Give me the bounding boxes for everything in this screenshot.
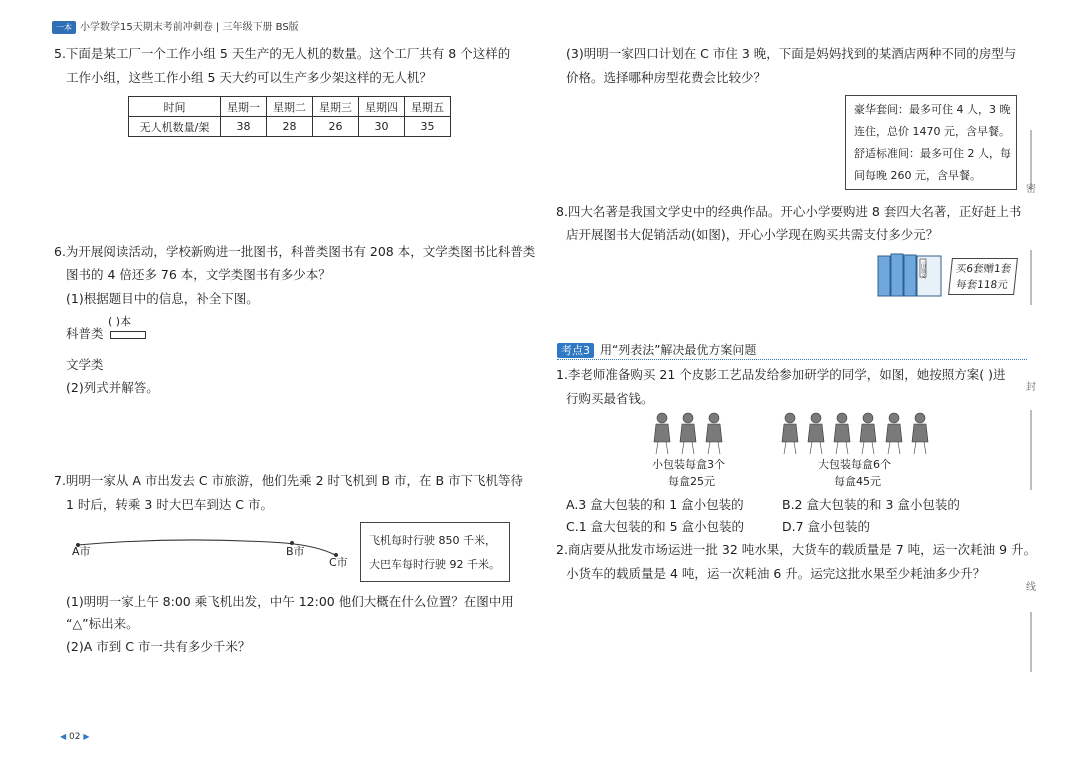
hotel-price-box	[845, 95, 1017, 190]
next-arrow-icon: ▶	[83, 732, 90, 741]
hotel-line: 豪华套间：最多可住 4 人，3 晚	[854, 103, 1011, 116]
hotel-line: 连住，总价 1470 元，含早餐。	[854, 125, 1010, 138]
table-header: 星期一	[221, 97, 267, 117]
book-title: 小学数学15天期末考前冲刺卷 | 三年级下册 BS版	[80, 22, 299, 33]
book-icon	[904, 255, 916, 296]
table-cell: 30	[359, 117, 405, 137]
shadow-puppet-icon	[654, 413, 670, 454]
table-header: 时间	[129, 97, 221, 117]
brand-badge: 一本	[52, 21, 76, 34]
margin-char: 封	[1026, 382, 1036, 393]
p2-line2: 小货车的载质量是 4 吨，运一次耗油 6 升。运完这批水果至少耗油多少升？	[566, 566, 986, 581]
shadow-puppet-icon	[808, 413, 824, 454]
label-wenxue: 文学类	[66, 357, 104, 372]
shadow-puppet-icon	[834, 413, 850, 454]
q6-sub2: (2)列式并解答。	[66, 380, 159, 395]
table-header: 星期五	[405, 97, 451, 117]
option-d: D.7 盒小包装的	[782, 519, 871, 534]
large-pack-figures	[778, 410, 938, 456]
q7-line1: 7.明明一家从 A 市出发去 C 市旅游，他们先乘 2 时飞机到 B 市，在 B 市下飞机等待	[54, 473, 524, 488]
promo-line1: 买6套赠1套	[955, 263, 1012, 275]
p1-line1: 1.李老师准备购买 21 个皮影工艺品发给参加研学的同学，如图，她按照方案( )进	[556, 367, 1006, 382]
table-header-row	[129, 97, 451, 117]
p2-line1: 2.商店要从批发市场运进一批 32 吨水果，大货车的载质量是 7 吨，运一次耗油 9 升。	[556, 542, 1037, 557]
city-c-label: C市	[329, 556, 348, 569]
shadow-puppet-icon	[680, 413, 696, 454]
margin-bar	[1030, 250, 1032, 305]
q7-line2: 1 时后，转乘 3 时大巴车到达 C 市。	[66, 497, 274, 512]
option-c: C.1 盒大包装的和 5 盒小包装的	[566, 519, 745, 534]
table-header: 星期四	[359, 97, 405, 117]
small-pack-label2: 每盒25元	[668, 475, 715, 488]
shadow-puppet-icon	[912, 413, 928, 454]
q6-sub1: (1)根据题目中的信息，补全下图。	[66, 291, 259, 306]
q6-line2: 图书的 4 倍还多 76 本，文学类图书有多少本？	[66, 267, 331, 282]
q5-line2: 工作小组，这些工作小组 5 天大约可以生产多少架这样的无人机？	[66, 70, 432, 85]
table-row-label: 无人机数量/架	[129, 117, 221, 137]
table-cell: 35	[405, 117, 451, 137]
margin-char: 线	[1026, 582, 1036, 593]
books-illustration	[876, 250, 946, 300]
q6-line1: 6.为开展阅读活动，学校新购进一批图书，科普类图书有 208 本，文学类图书比科普类	[54, 244, 536, 259]
speed-info-box	[360, 522, 510, 582]
option-a: A.3 盒大包装的和 1 盒小包装的	[566, 497, 744, 512]
city-a-label: A市	[72, 545, 91, 558]
q7-sub2: (2)A 市到 C 市一共有多少千米？	[66, 639, 251, 654]
bracket-label: ( )本	[108, 315, 132, 328]
q7-sub1a: (1)明明一家上午 8:00 乘飞机出发，中午 12:00 他们大概在什么位置？在图中用	[66, 594, 514, 609]
q8-line2: 店开展图书大促销活动(如图)，开心小学现在购买共需支付多少元？	[566, 227, 939, 242]
table-cell: 26	[313, 117, 359, 137]
shadow-puppet-icon	[782, 413, 798, 454]
q8-line1: 8.四大名著是我国文学史中的经典作品。开心小学要购进 8 套四大名著，正好赶上书	[556, 204, 1022, 219]
table-row	[129, 117, 451, 137]
book-icon	[878, 256, 890, 296]
q7-sub1b: “△”标出来。	[66, 616, 139, 631]
q3-line1: (3)明明一家四口计划在 C 市住 3 晚，下面是妈妈找到的某酒店两种不同的房型与	[566, 46, 1017, 61]
margin-bar	[1030, 612, 1032, 672]
book-icon	[891, 254, 903, 296]
section-divider	[557, 359, 1027, 360]
shadow-puppet-icon	[706, 413, 722, 454]
label-kepu: 科普类	[66, 326, 104, 341]
hotel-line: 间每晚 260 元，含早餐。	[854, 169, 981, 182]
speed-info-bus: 大巴车每时行驶 92 千米。	[369, 558, 500, 571]
large-pack-label1: 大包装每盒6个	[818, 458, 891, 471]
drone-table	[128, 96, 451, 137]
margin-char: 密	[1026, 184, 1036, 195]
section-title: 用“列表法”解决最优方案问题	[600, 343, 757, 357]
hotel-line: 舒适标准间：最多可住 2 人，每	[854, 147, 1011, 160]
kepu-bar	[110, 331, 146, 339]
book-spine-text: 三国演义	[921, 259, 927, 280]
q5-line1: 5.下面是某工厂一个工作小组 5 天生产的无人机的数量。这个工厂共有 8 个这样的	[54, 46, 511, 61]
route-diagram	[60, 528, 360, 578]
p1-line2: 行购买最省钱。	[566, 391, 654, 406]
promo-line2: 每套118元	[955, 279, 1009, 291]
margin-bar	[1030, 410, 1032, 490]
small-pack-figures	[650, 410, 730, 456]
city-b-label: B市	[286, 545, 305, 558]
small-pack-label1: 小包装每盒3个	[652, 458, 725, 471]
shadow-puppet-icon	[860, 413, 876, 454]
page-number: 02	[69, 732, 81, 742]
section-tag: 考点3	[557, 343, 594, 358]
large-pack-label2: 每盒45元	[834, 475, 881, 488]
option-b: B.2 盒大包装的和 3 盒小包装的	[782, 497, 960, 512]
table-header: 星期二	[267, 97, 313, 117]
table-header: 星期三	[313, 97, 359, 117]
page-number-area	[60, 732, 90, 742]
table-cell: 28	[267, 117, 313, 137]
q3-line2: 价格。选择哪种房型花费会比较少？	[566, 70, 767, 85]
prev-arrow-icon: ◀	[60, 732, 67, 741]
speed-info-plane: 飞机每时行驶 850 千米，	[369, 534, 496, 547]
table-cell: 38	[221, 117, 267, 137]
promo-sign	[948, 258, 1018, 295]
shadow-puppet-icon	[886, 413, 902, 454]
